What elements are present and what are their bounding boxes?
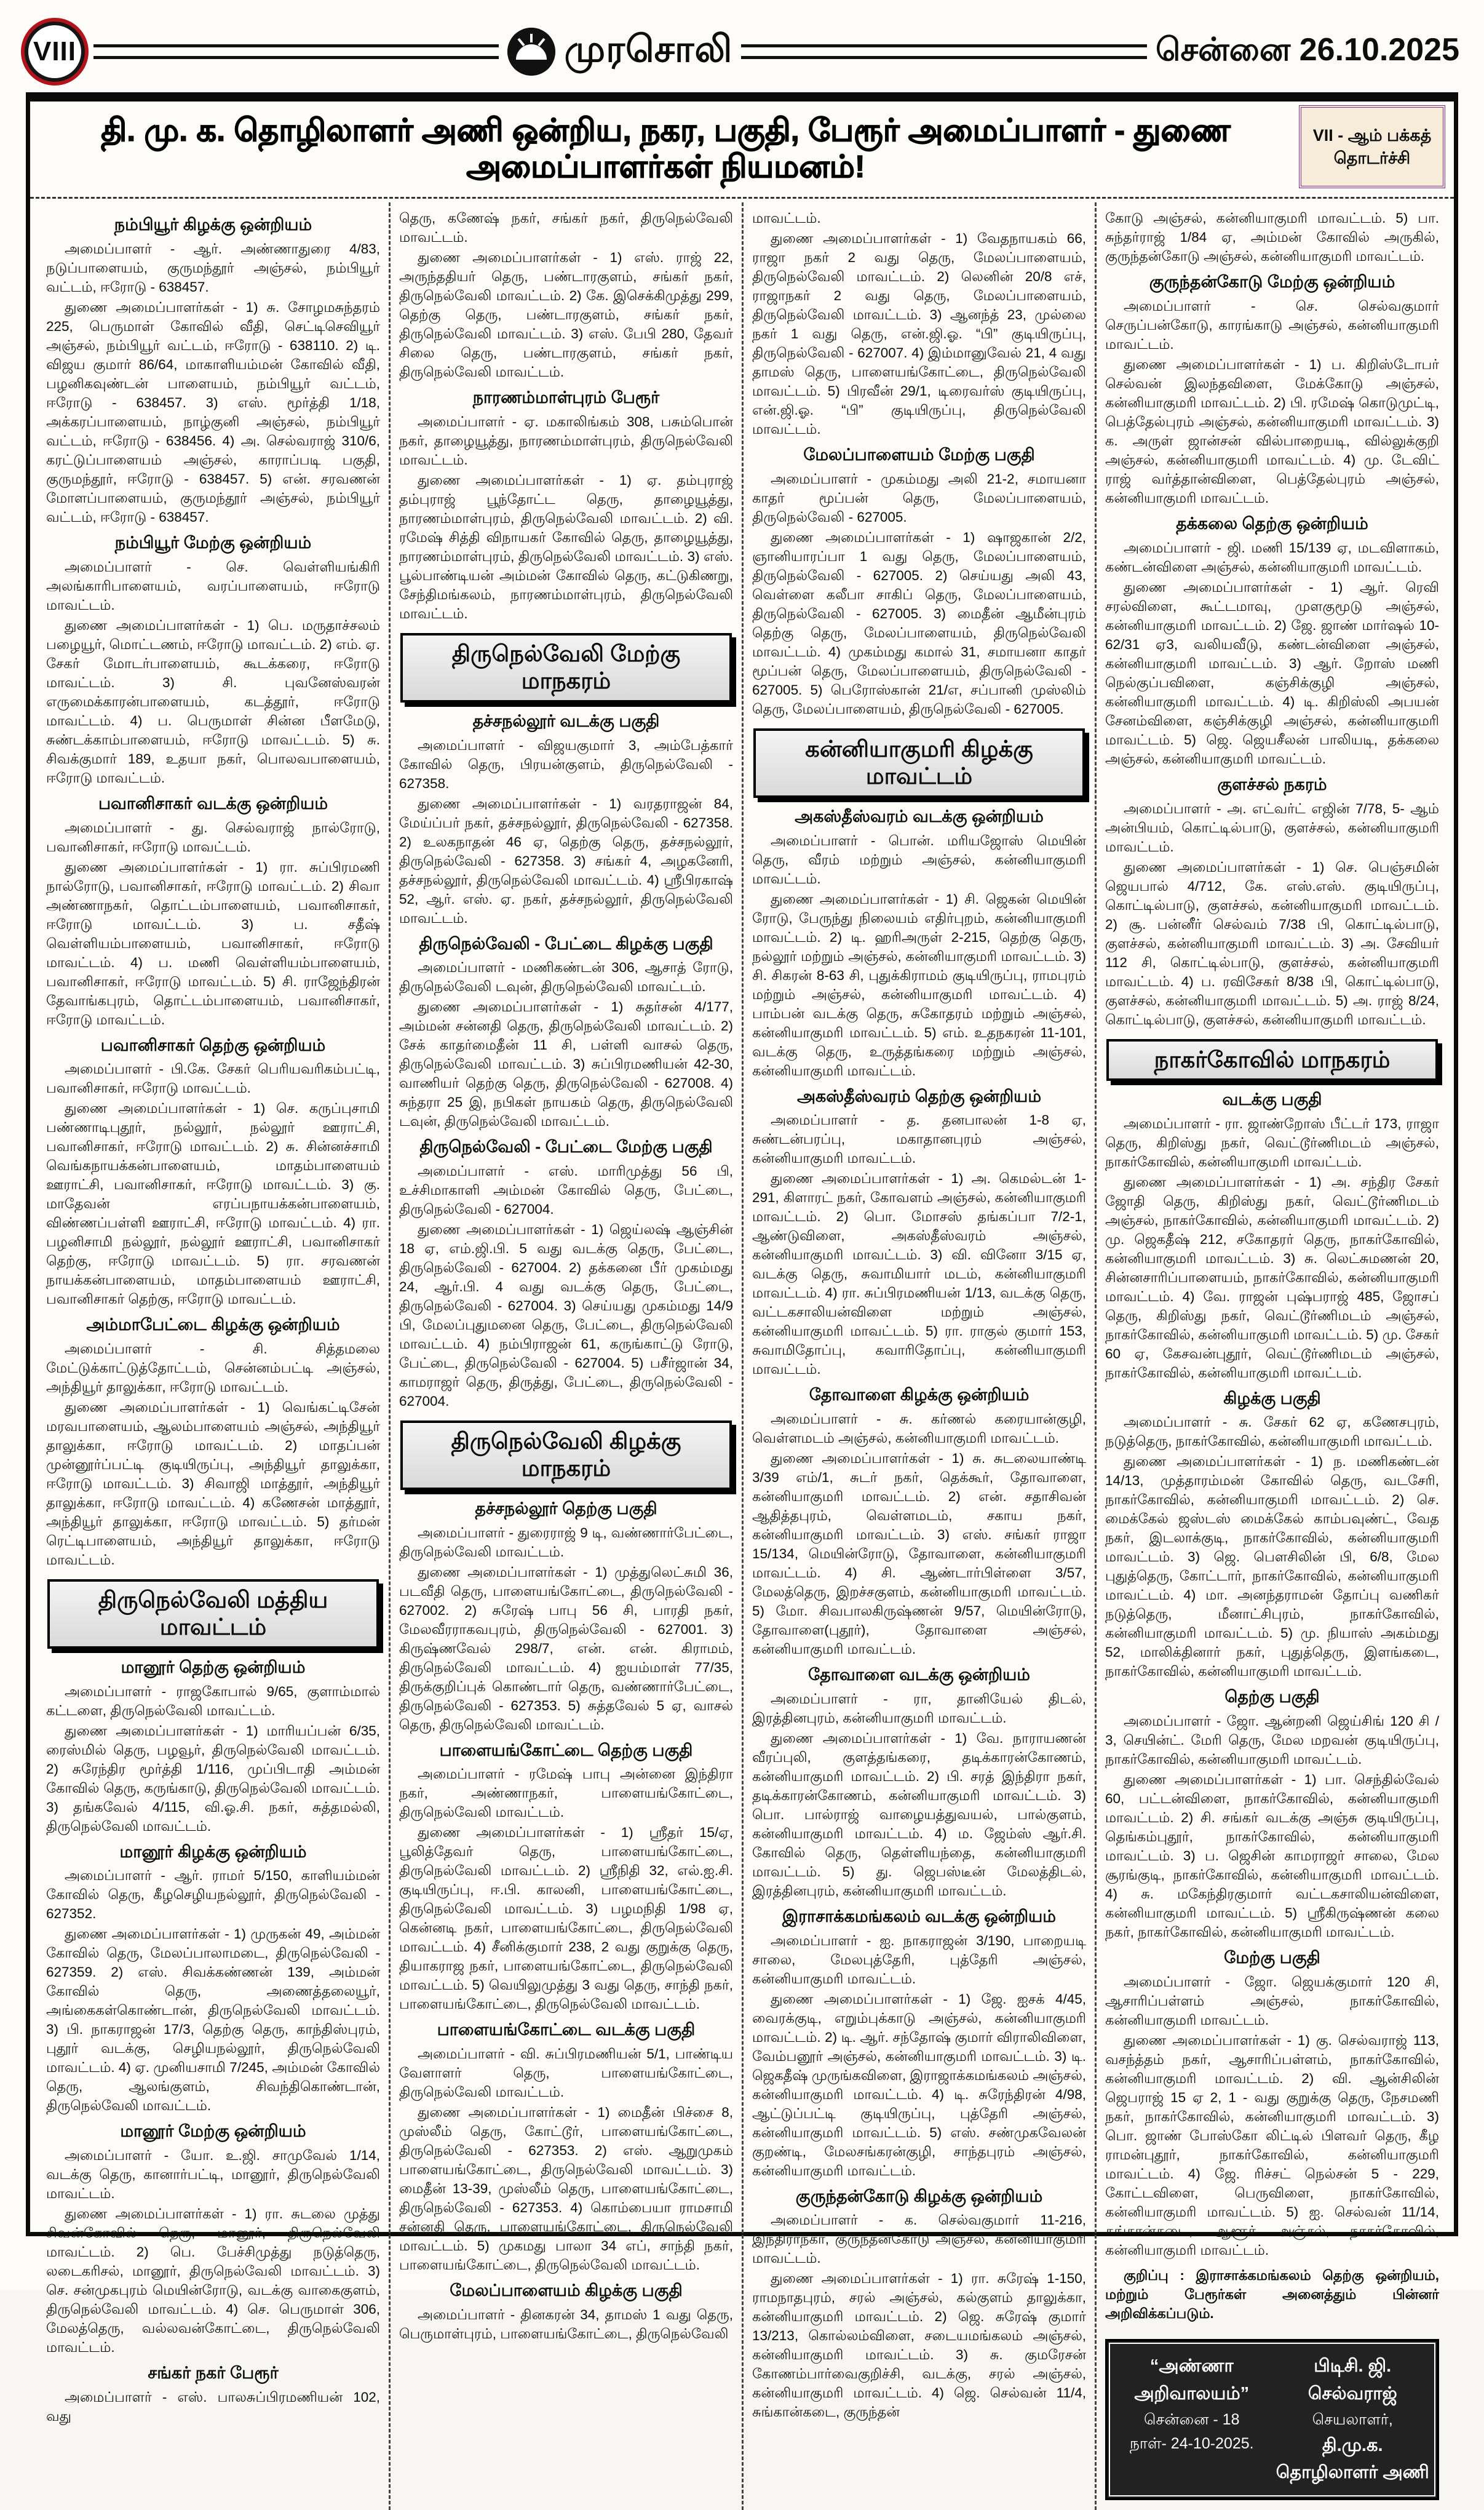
edition-date: சென்னை 26.10.2025 <box>1155 31 1459 68</box>
body-paragraph: அமைப்பாளர் - பொன். மரியஜோஸ் மெயின் தெரு, வீரம் மற்றும் அஞ்சல், கன்னியாகுமரி மாவட்டம். <box>752 832 1086 886</box>
body-paragraph: துணை அமைப்பாளர்கள் - 1) ஸ்ரீதர் 15/ஏ, பூலித்தேவர் தெரு, பாளையங்கோட்டை, திருநெல்வேலி மாவட்டம். 2) ஸ்ரீநிதி 32, எல்.ஐ.சி. குடியிருப்பு, ஈ.பி. காலனி, பாளையங்கோட்டை, திருநெல்வேலி மாவட்டம். 3) பழமநிதி 1/98 ஏ, கென்னடி நகர், பாளையங்கோட்டை, திருநெல்வேலி மாவட்டம். 4) சீனிக்குமார் 238, 2 வது குறுக்கு தெரு, தியாகராஜ நகர், பாளையங்கோட்டை, திருநெல்வேலி மாவட்டம். 5) வெயிலுமுத்து 3 வது தெரு, சாந்தி நகர், பாளையங்கோட்டை, திருநெல்வேலி மாவட்டம். <box>399 1825 733 2012</box>
signature-city: சென்னை - 18 <box>1144 2410 1240 2428</box>
section-heading: தோவாளை வடக்கு ஒன்றியம் <box>807 1665 1031 1684</box>
body-paragraph: துணை அமைப்பாளர்கள் - 1) வெங்கட்டிசேன் மரவபாளையம், ஆலம்பாளையம் அஞ்சல், அந்தியூர் தாலுக்கா, ஈரோடு மாவட்டம். 2) மாதப்பன் முன்னூர்ப்பட்டி குடியிருப்பு, அந்தியூர் தாலுக்கா, ஈரோடு மாவட்டம். 3) சிவாஜி மாத்தூர், அந்தியூர் தாலுக்கா, ஈரோடு மாவட்டம். 4) கணேசன் மாத்தூர், அந்தியூர் தாலுக்கா, ஈரோடு மாவட்டம். 5) தர்மன் ரெட்டிபாளையம், அந்தியூர் தாலுக்கா, ஈரோடு மாவட்டம். <box>46 1400 380 1568</box>
column-4 <box>1095 202 1448 2510</box>
signature-office-cell <box>1114 2353 1270 2487</box>
masthead-title: முரசொலி <box>564 28 733 70</box>
body-paragraph: துணை அமைப்பாளர்கள் - 1) சு. சோழமசுந்தரம் 225, பெருமாள் கோவில் வீதி, செட்டிசெவியூர் அஞ்சல், நம்பியூர் வட்டம், ஈரோடு - 638110. 2) டி. விஜய குமார் 86/64, மாகாளியம்மன் கோவில் வீதி, பழனிகவுண்டன் பாளையம், நம்பியூர் வட்டம், ஈரோடு - 638457. 3) எஸ். மூர்த்தி 1/18, அக்கரப்பாளையம், நாழ்குனி அஞ்சல், நம்பியூர் வட்டம், ஈரோடு - 638456. 4) அ. செல்வராஜ் 310/6, கரட்டுப்பாளையம் அஞ்சல், காராப்படி பகுதி, குருமந்தூர், ஈரோடு - 638457. 5) என். சரவணன் மோளப்பாளையம், குருமந்தூர் அஞ்சல், நம்பியூர் வட்டம், ஈரோடு - 638457. <box>46 300 380 525</box>
body-paragraph: துணை அமைப்பாளர்கள் - 1) மைதீன் பிச்சை 8, முஸ்லீம் தெரு, கோட்டூர், பாளையங்கோட்டை, திருநெல்வேலி - 627353. 2) எஸ். ஆறுமுகம் பாளையங்கோட்டை, திருநெல்வேலி மாவட்டம். 3) மைதீன் 13-39, முஸ்லீம் தெரு, பாளையங்கோட்டை, திருநெல்வேலி - 627353. 4) கொம்பையா ராமசாமி சன்னதி தெரு, பாளையங்கோட்டை, திருநெல்வேலி மாவட்டம். 5) முகமது பாலா 34 எப், சாந்தி நகர், பாளையங்கோட்டை, திருநெல்வேலி மாவட்டம். <box>399 2105 733 2273</box>
section-heading: தச்சநல்லூர் வடக்கு பகுதி <box>472 711 660 730</box>
body-paragraph: அமைப்பாளர் - ஜி. மணி 15/139 ஏ, மடவிளாகம், கண்டன்விளை அஞ்சல், கன்னியாகுமரி மாவட்டம். <box>1105 540 1439 575</box>
section-heading: அகஸ்தீஸ்வரம் தெற்கு ஒன்றியம் <box>796 1086 1042 1106</box>
body-paragraph: அமைப்பாளர் - பி.கே. சேகர் பெரியவரிகம்பட்டி, பவானிசாகர், ஈரோடு மாவட்டம். <box>46 1061 380 1096</box>
body-paragraph: அமைப்பாளர் - ஆர். அண்ணாதுரை 4/83, நடுப்பாளையம், குருமந்தூர் அஞ்சல், நம்பியூர் வட்டம், ஈரோடு - 638457. <box>46 241 380 295</box>
section-heading: வடக்கு பகுதி <box>1222 1090 1322 1109</box>
body-paragraph: அமைப்பாளர் - ஜோ. ஜெயக்குமார் 120 சி, ஆசாரிப்பள்ளம் அஞ்சல், நாகர்கோவில், கன்னியாகுமரி மாவட்டம். <box>1105 1974 1439 2028</box>
body-paragraph: துணை அமைப்பாளர்கள் - 1) சுதர்சன் 4/177, அம்மன் சன்னதி தெரு, திருநெல்வேலி மாவட்டம். 2) சேக் காதர்மைதீன் 11 சி, பள்ளி வாசல் தெரு, திருநெல்வேலி மாவட்டம். 3) சுப்பிரமணியன் 42-30, வாணியர் தெற்கு தெரு, திருநெல்வேலி - 627008. 4) சுந்தரா 25 இ, நபிகள் நாயகம் தெரு, திருநெல்வேலி டவுன், திருநெல்வேலி மாவட்டம். <box>399 999 733 1130</box>
section-heading: பவானிசாகர் வடக்கு ஒன்றியம் <box>98 794 328 813</box>
body-paragraph: துணை அமைப்பாளர்கள் - 1) அ. சந்திர சேகர் ஜோதி தெரு, கிறிஸ்து நகர், வெட்டூர்ணிமடம் அஞ்சல், நாகர்கோவில், கன்னியாகுமரி மாவட்டம். 2) மு. ஜெகதீஷ் 212, சகோதரர் தெரு, நாகர்கோவில், கன்னியாகுமரி மாவட்டம். 3) சு. லெட்சுமணன் 20, சின்னசாரிப்பாளையம், நாகர்கோவில், கன்னியாகுமரி மாவட்டம். 4) வே. ராஜன் புஷ்பராஜ் 485, ஜோசப் தெரு, கிறிஸ்து நகர், வெட்டூர்ணிமடம் அஞ்சல், நாகர்கோவில், கன்னியாகுமரி மாவட்டம். 5) மு. சேகர் 60 ஏ, கேசவன்புதூர், வெட்டூர்ணிமடம் அஞ்சல், நாகர்கோவில், கன்னியாகுமரி மாவட்டம். <box>1105 1174 1439 1380</box>
continued-paragraph: கோடு அஞ்சல், கன்னியாகுமரி மாவட்டம். 5) பா. சுந்தர்ராஜ் 1/84 ஏ, அம்மன் கோவில் அருகில், குருந்தன்கோடு அஞ்சல், கன்னியாகுமரி மாவட்டம். <box>1105 210 1439 265</box>
body-paragraph: துணை அமைப்பாளர்கள் - 1) ரா. சுரேஷ் 1-150, ராமநாதபுரம், சரல் அஞ்சல், கல்குளம் தாலுக்கா, கன்னியாகுமரி மாவட்டம். 2) ஜெ. சுரேஷ் குமார் 13/213, கொல்லம்விளை, சடையமங்கலம் அஞ்சல், கன்னியாகுமரி மாவட்டம். 3) சு. குமரேசன் கோணம்பார்வைகுறிச்சி, வடக்கு, சரல் அஞ்சல், கன்னியாகுமரி மாவட்டம். 4) ஜெ. செல்வன் 11/4, சுங்கான்கடை, குருந்தன் <box>752 2271 1086 2420</box>
body-paragraph: துணை அமைப்பாளர்கள் - 1) பெ. மருதாச்சலம் பழையூர், மொட்டணம், ஈரோடு மாவட்டம். 2) எம். ஏ. சேகர் மோடர்பாளையம், கூடக்கரை, ஈரோடு மாவட்டம். 3) சி. புவனேஸ்வரன் எருமைக்காரன்பாளையம், கடத்தூர், ஈரோடு மாவட்டம். 4) ப. பெருமாள் சின்ன பீளமேடு, சுண்டக்காம்பாளையம், ஈரோடு மாவட்டம். 5) சு. சிவக்குமார் 189, உதயா நகர், பொலவபாளையம், ஈரோடு மாவட்டம். <box>46 617 380 786</box>
body-paragraph: அமைப்பாளர் - ராஜகோபால் 9/65, குளாம்மால் கட்டளை, திருநெல்வேலி மாவட்டம். <box>46 1683 380 1718</box>
column-2 <box>389 202 742 2510</box>
headline-row <box>30 97 1454 199</box>
signature-date_line: நாள்- 24-10-2025. <box>1129 2434 1254 2452</box>
body-paragraph: அமைப்பாளர் - ரா. ஜாண்றோஸ் பீட்டர் 173, ராஜா தெரு, கிறிஸ்து நகர், வெட்டூர்ணிமடம் அஞ்சல், நாகர்கோவில், கன்னியாகுமரி மாவட்டம். <box>1105 1115 1439 1169</box>
section-heading: தச்சநல்லூர் தெற்கு பகுதி <box>475 1499 657 1518</box>
section-heading: கிழக்கு பகுதி <box>1223 1388 1321 1408</box>
section-heading: மானூர் கிழக்கு ஒன்றியம் <box>119 1842 307 1861</box>
body-paragraph: அமைப்பாளர் - செ. செல்வகுமார் செருப்பன்கோடு, காரங்காடு அஞ்சல், கன்னியாகுமரி மாவட்டம். <box>1105 298 1439 353</box>
body-paragraph: துணை அமைப்பாளர்கள் - 1) அ. கெமல்டன் 1-291, கிளாரட் நகர், கோவளம் அஞ்சல், கன்னியாகுமரி மாவட்டம். 2) பொ. மோசஸ் தங்கப்பா 7/2-1, ஆண்டுவிளை, அகஸ்தீஸ்வரம் அஞ்சல், கன்னியாகுமரி மாவட்டம். 3) வி. வினோ 3/15 ஏ, வடக்கு தெரு, சுவாமியார் மடம், கன்னியாகுமரி மாவட்டம். 4) ரா. சுப்பிரமணியன் 1/13, வடக்கு தெரு, வட்டகசாலியன்விளை மற்றும் அஞ்சல், கன்னியாகுமரி மாவட்டம். 5) ரா. ராகுல் குமார் 153, சுவாமிதோப்பு, கவாரிதோப்பு, கன்னியாகுமரி மாவட்டம். <box>752 1171 1086 1377</box>
section-heading: பவானிசாகர் தெற்கு ஒன்றியம் <box>100 1035 326 1054</box>
body-paragraph: துணை அமைப்பாளர்கள் - 1) செ. கருப்புசாமி பண்ணாடிபுதூர், நல்லூர், நல்லூர் ஊராட்சி, பவானிசாகர், ஈரோடு மாவட்டம். 2) சு. சின்னச்சாமி வெங்கநாயக்கன்பாளையம், மாதம்பாளையம் ஊராட்சி, பவானிசாகர், ஈரோடு மாவட்டம். 3) கு. மாதேவன் எரப்பநாயக்கன்பாளையம், விண்ணப்பள்ளி ஊராட்சி, ஈரோடு மாவட்டம். 4) ரா. பழனிசாமி நல்லூர், நல்லூர் ஊராட்சி, பவானிசாகர் தெற்கு, ஈரோடு மாவட்டம். 5) ரா. சரவணன் நாயக்கன்பாளையம், மாதம்பாளையம் ஊராட்சி, பவானிசாகர் தெற்கு, ஈரோடு மாவட்டம். <box>46 1101 380 1307</box>
section-heading: திருநெல்வேலி - பேட்டை மேற்கு பகுதி <box>419 1137 713 1157</box>
body-paragraph: அமைப்பாளர் - தினகரன் 34, தாமஸ் 1 வது தெரு, பெருமாள்புரம், பாளையங்கோட்டை, திருநெல்வேலி <box>399 2306 733 2341</box>
body-paragraph: துணை அமைப்பாளர்கள் - 1) முத்துலெட்சுமி 36, படவீதி தெரு, பாளையங்கோட்டை, திருநெல்வேலி - 627002. 2) சுரேஷ் பாபு 56 சி, பாரதி நகர், மேலவீரராகவபுரம், திருநெல்வேலி - 627001. 3) கிருஷ்ணவேல் 298/7, என். என். கிராமம், திருநெல்வேலி மாவட்டம். 4) ஐயம்மாள் 77/35, திருக்குறிப்புக் கொண்டார் தெரு, வண்ணார்பேட்டை, திருநெல்வேலி - 627353. 5) சுத்தவேல் 5 ஏ, வாசல் தெரு, திருநெல்வேலி மாவட்டம். <box>399 1564 733 1732</box>
body-paragraph: துணை அமைப்பாளர்கள் - 1) ஏ. தம்புராஜ் தம்புராஜ் பூந்தோட்ட தெரு, தாழையூத்து, நாரணம்மாள்புரம், திருநெல்வேலி மாவட்டம். 2) வி. ரமேஷ் சித்தி விநாயகர் கோவில் தெரு, தாழையூத்து, நாரணம்மாள்புரம், திருநெல்வேலி மாவட்டம். 3) எஸ். பூல்பாண்டியன் அம்மன் கோவில் தெரு, கட்டுகிணறு, சேந்திமங்கலம், நாரணம்மாள்புரம், திருநெல்வேலி மாவட்டம். <box>399 472 733 622</box>
section-heading: தக்கலை தெற்கு ஒன்றியம் <box>1176 514 1368 533</box>
content-frame <box>26 92 1458 2483</box>
section-heading: தெற்கு பகுதி <box>1224 1687 1320 1707</box>
body-paragraph: அமைப்பாளர் - மணிகண்டன் 306, ஆசாத் ரோடு, திருநெல்வேலி டவுன், திருநெல்வேலி மாவட்டம். <box>399 960 733 995</box>
continuation-note-box: VII - ஆம் பக்கத் தொடர்ச்சி <box>1299 105 1445 188</box>
main-headline: தி. மு. க. தொழிலாளர் அணி ஒன்றிய, நகர, பகுதி, பேரூர் அமைப்பாளர் - துணை அமைப்பாளர்கள் நியமனம்! <box>101 113 1231 184</box>
body-paragraph: அமைப்பாளர் - அ. எட்வர்ட் எஜின் 7/78, 5- ஆம் அன்பியம், கொட்டில்பாடு, குளச்சல், கன்னியாகுமரி மாவட்டம். <box>1105 800 1439 855</box>
section-heading: மேலப்பாளையம் கிழக்கு பகுதி <box>450 2281 683 2300</box>
section-heading: மானூர் மேற்கு ஒன்றியம் <box>120 2122 306 2141</box>
signature-office: “அண்ணா அறிவாலயம்” <box>1134 2356 1250 2404</box>
body-paragraph: அமைப்பாளர் - யோ. உ.ஜி. சாமுவேல் 1/14, வடக்கு தெரு, கானார்பட்டி, மானூர், திருநெல்வேலி மாவட்டம். <box>46 2148 380 2202</box>
body-paragraph: அமைப்பாளர் - து. செல்வராஜ் நால்ரோடு, பவானிசாகர், ஈரோடு மாவட்டம். <box>46 819 380 855</box>
page-number-badge: VIII <box>25 22 85 82</box>
header-rule-right <box>741 44 1146 59</box>
body-paragraph: அமைப்பாளர் - விஜயகுமார் 3, அம்பேத்கார் கோவில் தெரு, பிரயன்குளம், திருநெல்வேலி - 627358. <box>399 737 733 791</box>
body-paragraph: துணை அமைப்பாளர்கள் - 1) வரதராஜன் 84, மேய்ப்பர் நகர், தச்சநல்லூர், திருநெல்வேலி - 627358. 2) உலகநாதன் 46 ஏ, தெற்கு தெரு, தச்சநல்லூர், திருநெல்வேலி - 627358. 3) சங்கர் 4, அழகனேரி, தச்சநல்லூர், திருநெல்வேலி மாவட்டம். 4) ஸ்ரீபிரகாஷ் 52, ஆர். எஸ். ஏ. நகர், தச்சநல்லூர், திருநெல்வேலி மாவட்டம். <box>399 795 733 926</box>
body-paragraph: துணை அமைப்பாளர்கள் - 1) ந. மணிகண்டன் 14/13, முத்தாரம்மன் கோவில் தெரு, வடசேரி, நாகர்கோவில், கன்னியாகுமரி மாவட்டம். 2) செ. மைக்கேல் ஜஸ்டஸ் மைக்கேல் காம்பவுண்ட், வேத நகர், இடலாக்குடி, நாகர்கோவில், கன்னியாகுமரி மாவட்டம். 3) ஜெ. பௌசிலின் பி, 6/8, மேல புதுத்தெரு, கோட்டார், நாகர்கோவில், கன்னியாகுமரி மாவட்டம். 4) மா. அனந்தராமன் தோப்பு வணிகர் நடுத்தெரு, மீனாட்சிபுரம், நாகர்கோவில், கன்னியாகுமரி மாவட்டம். 5) மு. நியாஸ் அகம்மது 52, மாலிக்தினார் நகர், புதுத்தெரு, இளங்கடை, நாகர்கோவில், கன்னியாகுமரி மாவட்டம். <box>1105 1454 1439 1679</box>
section-heading: தோவாளை கிழக்கு ஒன்றியம் <box>809 1385 1030 1404</box>
section-heading: குருந்தன்கோடு கிழக்கு ஒன்றியம் <box>795 2186 1043 2205</box>
column-3 <box>742 202 1095 2510</box>
section-heading: திருநெல்வேலி - பேட்டை கிழக்கு பகுதி <box>419 934 713 953</box>
section-heading: இராசாக்கமங்கலம் வடக்கு ஒன்றியம் <box>782 1906 1057 1926</box>
section-heading: அகஸ்தீஸ்வரம் வடக்கு ஒன்றியம் <box>795 807 1044 826</box>
section-heading: பாளையங்கோட்டை தெற்கு பகுதி <box>439 1740 693 1759</box>
continued-paragraph: தெரு, கணேஷ் நகர், சங்கர் நகர், திருநெல்வேலி மாவட்டம். <box>399 210 733 245</box>
body-paragraph: துணை அமைப்பாளர்கள் - 1) மாரியப்பன் 6/35, ரைஸ்மில் தெரு, பழவூர், திருநெல்வேலி மாவட்டம். 2) சுரேந்திர மூர்த்தி 1/116, முப்பிடாதி அம்மன் கோவில் தெரு, கருங்காடு, திருநெல்வேலி மாவட்டம். 3) தங்கவேல் 4/115, வி.ஓ.சி. நகர், சுத்தமல்லி, திருநெல்வேலி மாவட்டம். <box>46 1723 380 1834</box>
body-paragraph: அமைப்பாளர் - முகம்மது அலி 21-2, சமாயனா காதர் மூப்பன் தெரு, மேலப்பாளையம், திருநெல்வேலி - 627005. <box>752 471 1086 525</box>
district-heading-box: கன்னியாகுமரி கிழக்கு மாவட்டம் <box>753 728 1085 798</box>
body-paragraph: அமைப்பாளர் - க. செல்வகுமார் 11-216, இந்திராநகர், குருந்தன்கோடு அஞ்சல், கன்னியாகுமரி மாவட்டம். <box>752 2212 1086 2266</box>
body-paragraph: துணை அமைப்பாளர்கள் - 1) ப. கிறிஸ்டோபர் செல்வன் இலந்தவிளை, மேக்கோடு அஞ்சல், கன்னியாகுமரி மாவட்டம். 2) பி. ரமேஷ் கொடுமுட்டி, பெத்தேல்புரம் அஞ்சல், கன்னியாகுமரி மாவட்டம். 3) க. அருள் ஜான்சன் வில்பாறையடி, வில்லுக்குறி அஞ்சல், கன்னியாகுமரி மாவட்டம். 4) மு. டேவிட் ராஜ் வர்த்தான்விளை, பெத்தேல்புரம் அஞ்சல், கன்னியாகுமரி மாவட்டம். <box>1105 357 1439 506</box>
body-paragraph: துணை அமைப்பாளர்கள் - 1) ஜே. ஐசக் 4/45, வைரக்குடி, எறும்புக்காடு அஞ்சல், கன்னியாகுமரி மாவட்டம். 2) டி. ஆர். சந்தோஷ் குமார் விராலிவிளை, வேம்பனூர் அஞ்சல், கன்னியாகுமரி மாவட்டம். 3) டி. ஜெகதீஷ் முருங்கவிளை, இராஜாக்கமங்கலம் அஞ்சல், கன்னியாகுமரி மாவட்டம். 4) டி. சுரேந்திரன் 4/98, ஆட்டுப்பட்டி குடியிருப்பு, புத்தேரி அஞ்சல், கன்னியாகுமரி மாவட்டம். 5) எஸ். சண்முகவேலன் குறண்டி, மேலசங்கரன்குழி, சாந்தபுரம் அஞ்சல், கன்னியாகுமரி மாவட்டம். <box>752 1991 1086 2178</box>
page-header <box>25 22 1459 81</box>
body-paragraph: துணை அமைப்பாளர்கள் - 1) சி. ஜெகன் மெயின் ரோடு, பேருந்து நிலையம் எதிர்புறம், கன்னியாகுமரி மாவட்டம். 2) டி. ஹரிஅருள் 2-215, தெற்கு தெரு, நல்லூர் மற்றும் அஞ்சல், கன்னியாகுமரி மாவட்டம். 3) சி. சிகரன் 8-63 சி, புதுக்கிராமம் குடியிருப்பு, ராமபுரம் மற்றும் அஞ்சல், கன்னியாகுமரி மாவட்டம். 4) பாம்பன் வடக்கு தெரு, சுகோதரம் மற்றும் அஞ்சல், கன்னியாகுமரி மாவட்டம். 5) எம். உதநகரன் 11-101, வடக்கு தெரு, உருத்தங்கரை மற்றும் அஞ்சல், கன்னியாகுமரி மாவட்டம். <box>752 891 1086 1078</box>
body-paragraph: துணை அமைப்பாளர்கள் - 1) வே. நாராயணன் வீரப்புலி, குளத்தங்கரை, தடிக்காரன்கோணம், கன்னியாகுமரி மாவட்டம். 2) பி. சரத் இந்திரா நகர், தடிக்காரன்கோணம், கன்னியாகுமரி மாவட்டம். 3) பொ. பால்ராஜ் வாழையத்துவயல், பால்குளம், கன்னியாகுமரி மாவட்டம். 4) ம. ஜேம்ஸ் ஆர்.சி. கோவில் தெரு, தெள்ளியந்தை, கன்னியாகுமரி மாவட்டம். 5) து. ஜெபஸ்டீன் மேலத்திடல், இரத்தினபுரம், கன்னியாகுமரி மாவட்டம். <box>752 1730 1086 1898</box>
body-paragraph: துணை அமைப்பாளர்கள் - 1) ரா. சுடலை முத்து சிவன்கோவில் தெரு, மானூர், திருநெல்வேலி மாவட்டம். 2) பெ. பேச்சிமுத்து நடுத்தெரு, லடைகரிசல், மானூர், திருநெல்வேலி மாவட்டம். 3) செ. சன்முகபுரம் மெயின்ரோடு, வடக்கு வாகைகுளம், திருநெல்வேலி மாவட்டம். 4) செ. பெருமாள் 306, மேலத்தெரு, வல்லவன்கோட்டை, திருநெல்வேலி மாவட்டம். <box>46 2206 380 2356</box>
body-paragraph: அமைப்பாளர் - சு. கர்ணல் கரையான்குழி, வெள்ளமடம் அஞ்சல், கன்னியாகுமரி மாவட்டம். <box>752 1411 1086 1446</box>
body-paragraph: துணை அமைப்பாளர்கள் - 1) ஷாஜகான் 2/2, ஞானியாரப்பா 1 வது தெரு, மேலப்பாளையம், திருநெல்வேலி - 627005. 2) செய்யது அலி 43, வெள்ளை கலீபா சாகிப் தெரு, மேலப்பாளையம், திருநெல்வேலி - 627005. 3) மைதீன் ஆமீன்புரம் தெற்கு தெரு, மேலப்பாளையம், திருநெல்வேலி மாவட்டம். 4) முகம்மது கமால் 31, சமாயனா காதர் மூப்பன் தெரு, மேலப்பாளையம், திருநெல்வேலி - 627005. 5) பெரோஸ்கான் 21/எ, சப்பானி முஸ்லிம் தெரு, மேலப்பாளையம், திருநெல்வேலி - 627005. <box>752 530 1086 717</box>
district-heading-box: திருநெல்வேலி மத்திய மாவட்டம் <box>47 1579 379 1649</box>
section-heading: பாளையங்கோட்டை வடக்கு பகுதி <box>437 2020 696 2039</box>
signature-person-cell <box>1275 2353 1431 2487</box>
district-heading-box: திருநெல்வேலி மேற்கு மாநகரம் <box>400 633 732 703</box>
district-heading-box: திருநெல்வேலி கிழக்கு மாநகரம் <box>400 1420 732 1490</box>
body-paragraph: அமைப்பாளர் - எஸ். பாலசுப்பிரமணியன் 102, வது <box>46 2389 380 2424</box>
body-paragraph: அமைப்பாளர் - சு. சேகர் 62 ஏ, கணேசபுரம், நடுத்தெரு, நாகர்கோவில், கன்னியாகுமரி மாவட்டம். <box>1105 1414 1439 1449</box>
columns-area <box>30 199 1454 2510</box>
section-heading: குளச்சல் நகரம் <box>1217 775 1327 794</box>
section-heading: நாரணம்மாள்புரம் பேரூர் <box>472 388 660 407</box>
body-paragraph: அமைப்பாளர் - ரமேஷ் பாபு அன்னை இந்திரா நகர், அண்ணாநகர், பாளையங்கோட்டை, திருநெல்வேலி மாவட்டம். <box>399 1766 733 1820</box>
signature-box <box>1105 2339 1439 2501</box>
continued-paragraph: துணை அமைப்பாளர்கள் - 1) வேதநாயகம் 66, ராஜா நகர் 2 வது தெரு, மேலப்பாளையம், திருநெல்வேலி மாவட்டம். 2) லெனின் 20/8 எச், ராஜாநகர் 2 வது தெரு, மேலப்பாளையம், திருநெல்வேலி மாவட்டம். 3) ஆனந்த் 23, முல்லை நகர் 1 வது தெரு, என்.ஜி.ஓ. “பி” குடியிருப்பு, திருநெல்வேலி - 627007. 4) இம்மானுவேல் 21, 4 வது தாமஸ் தெரு, பாளையங்கோட்டை, திருநெல்வேலி மாவட்டம். 5) பிரவீன் 29/1, டிரைவர்ஸ் குடியிருப்பு, என்.ஜி.ஓ. “பி” குடியிருப்பு, திருநெல்வேலி மாவட்டம். <box>752 231 1086 437</box>
body-paragraph: அமைப்பாளர் - ஆர். ராமர் 5/150, காளியம்மன் கோவில் தெரு, கீழசெழியநல்லூர், திருநெல்வேலி - 627352. <box>46 1868 380 1922</box>
body-paragraph: துணை அமைப்பாளர்கள் - 1) கு. செல்வராஜ் 113, வசந்த்தம் நகர், ஆசாரிப்பள்ளம், நாகர்கோவில், கன்னியாகுமரி மாவட்டம். 2) வி. ஆன்சிலின் ஜெபராஜ் 15 ஏ 2, 1 - வது குறுக்கு தெரு, நேசமணி நகர், நாகர்கோவில், கன்னியாகுமரி மாவட்டம். 3) பொ. ஜாண் போஸ்கோ லிட்டில் பிளவர் தெரு, கீழ ராமன்புதூர், நாகர்கோவில், கன்னியாகுமரி மாவட்டம். 4) ஜே. ரிச்சட் நெல்சன் 5 - 229, கோட்டவிளை, பெருவிளை, நாகர்கோவில், கன்னியாகுமரி மாவட்டம். 5) ஐ. செல்வன் 11/14, சுங்கான்கடை, ஆளூர் அஞ்சல், நாகர்கோவில், கன்னியாகுமரி மாவட்டம். <box>1105 2032 1439 2258</box>
body-paragraph: அமைப்பாளர் - ஜோ. ஆன்றனி ஜெய்சிங் 120 சி / 3, செயின்ட். மேரி தெரு, மேல மறவன் குடியிருப்பு, நாகர்கோவில், கன்னியாகுமரி மாவட்டம். <box>1105 1713 1439 1767</box>
body-paragraph: அமைப்பாளர் - த. தனபாலன் 1-8 ஏ, சுண்டன்பரப்பு, மகாதானபுரம் அஞ்சல், கன்னியாகுமரி மாவட்டம். <box>752 1112 1086 1166</box>
continued-paragraph: மாவட்டம். <box>752 210 821 226</box>
section-heading: மானூர் தெற்கு ஒன்றியம் <box>121 1657 306 1676</box>
masthead <box>507 28 732 76</box>
section-heading: நம்பியூர் கிழக்கு ஒன்றியம் <box>114 215 312 234</box>
body-paragraph: அமைப்பாளர் - செ. வெள்ளியங்கிரி அலங்காரிபாளையம், வரப்பாளையம், ஈரோடு மாவட்டம். <box>46 559 380 613</box>
body-paragraph: துணை அமைப்பாளர்கள் - 1) ரா. சுப்பிரமணி நால்ரோடு, பவானிசாகர், ஈரோடு மாவட்டம். 2) சிவா அண்ணாநகர், தொட்டம்பாளையம், பவானிசாகர், ஈரோடு மாவட்டம். 3) ப. சதீஷ் வெள்ளியம்பாளையம், பவானிசாகர், ஈரோடு மாவட்டம். 4) ப. மணி வெள்ளியம்பாளையம், பவானிசாகர், ஈரோடு மாவட்டம். 5) சி. ராஜேந்திரன் தேவாங்கபுரம், தொட்டம்பாளையம், பவானிசாகர், ஈரோடு மாவட்டம். <box>46 859 380 1027</box>
body-paragraph: துணை அமைப்பாளர்கள் - 1) ஜெய்லஷ் ஆஞ்சின் 18 ஏ, எம்.ஜி.பி. 5 வது வடக்கு தெரு, பேட்டை, திருநெல்வேலி - 627004. 2) தக்கனை பீர் முகம்மது 24, ஆர்.பி. 4 வது வடக்கு தெரு, பேட்டை, திருநெல்வேலி - 627004. 3) செய்யது முகம்மது 14/9 பி, மேலப்புதுமனை தெரு, பேட்டை, திருநெல்வேலி மாவட்டம். 4) நம்பிராஜன் 61, கருங்காட்டு ரோடு, பேட்டை, திருநெல்வேலி - 627004. 5) பசீர்ஜான் 34, காமராஜர் தெரு, திருத்து, பேட்டை, திருநெல்வேலி - 627004. <box>399 1222 733 1409</box>
district-heading-box: நாகர்கோவில் மாநகரம் <box>1106 1039 1438 1081</box>
body-paragraph: அமைப்பாளர் - ஐ. நாகராஜன் 3/190, பாறையடி சாலை, மேலபுத்தேரி, புத்தேரி அஞ்சல், கன்னியாகுமரி மாவட்டம். <box>752 1932 1086 1986</box>
section-heading: மேலப்பாளையம் மேற்கு பகுதி <box>803 445 1035 464</box>
body-paragraph: துணை அமைப்பாளர்கள் - 1) செ. பெஞ்சமின் ஜெயபால் 4/712, கே. எஸ்.எஸ். குடியிருப்பு, கொட்டில்பாடு, குளச்சல், கன்னியாகுமரி மாவட்டம். 2) சூ. பன்னீர் செல்வம் 7/38 பி, கொட்டில்பாடு, குளச்சல், கன்னியாகுமரி மாவட்டம். 3) அ. சேவியர் 112 சி, கொட்டில்பாடு, குளச்சல், கன்னியாகுமரி மாவட்டம். 4) ப. ரவிசேகர் 8/38 பி, கொட்டில்பாடு, குளச்சல், கன்னியாகுமரி மாவட்டம். 5) அ. ராஜ் 8/24, கொட்டில்பாடு, குளச்சல், கன்னியாகுமரி மாவட்டம். <box>1105 859 1439 1027</box>
body-paragraph: அமைப்பாளர் - சி. சித்தமலை மேட்டுக்காட்டுத்தோட்டம், சென்னம்பட்டி அஞ்சல், அந்தியூர் தாலுக்கா, ஈரோடு மாவட்டம். <box>46 1341 380 1395</box>
body-paragraph: அமைப்பாளர் - வி. சுப்பிரமணியன் 5/1, பாண்டிய வேளாளர் தெரு, பாளையங்கோட்டை, திருநெல்வேலி மாவட்டம். <box>399 2046 733 2100</box>
body-paragraph: அமைப்பாளர் - ரா, தானியேல் திடல், இரத்தினபுரம், கன்னியாகுமரி மாவட்டம். <box>752 1691 1086 1726</box>
body-paragraph: அமைப்பாளர் - எஸ். மாரிமுத்து 56 பி, உச்சிமாகாளி அம்மன் கோவில் தெரு, பேட்டை, திருநெல்வேலி - 627004. <box>399 1163 733 1217</box>
body-paragraph: துணை அமைப்பாளர்கள் - 1) பா. செந்தில்வேல் 60, பட்டன்விளை, நாகர்கோவில், கன்னியாகுமரி மாவட்டம். 2) சி. சங்கர் வடக்கு அஞ்சு குடியிருப்பு, தெங்கம்புதூர், நாகர்கோவில், கன்னியாகுமரி மாவட்டம். 3) ப. ஜெசின் காமராஜர் சாலை, மேல சூரங்குடி, நாகர்கோவில், கன்னியாகுமரி மாவட்டம். 4) சு. மகேந்திரகுமார் வட்டகசாலியன்விளை, கன்னியாகுமரி மாவட்டம். 5) ஸ்ரீகிருஷ்ணன் கலை நகர், நாகர்கோவில், கன்னியாகுமரி மாவட்டம். <box>1105 1772 1439 1940</box>
body-paragraph: துணை அமைப்பாளர்கள் - 1) ஆர். ரெவி சரல்விளை, கூட்டமாவு, முளகுமூடு அஞ்சல், கன்னியாகுமரி மாவட்டம். 2) ஜே. ஜாண் மார்ஷல் 10-62/31 ஏ3, வலியவீடு, கண்டன்விளை அஞ்சல், கன்னியாகுமரி மாவட்டம். 3) ஆர். றோஸ் மணி நெல்குப்பவிளை, கஞ்சிக்குழி அஞ்சல், கன்னியாகுமரி மாவட்டம். 4) டி. கிறிஸ்லி அபயன் சேனம்விளை, கஞ்சிக்குழி அஞ்சல், கன்னியாகுமரி மாவட்டம். 5) ஜெ. ஜெயசீலன் பாலியடி, தக்கலை அஞ்சல், கன்னியாகுமரி மாவட்டம். <box>1105 579 1439 767</box>
continued-paragraph: துணை அமைப்பாளர்கள் - 1) எஸ். ராஜ் 22, அருந்ததியர் தெரு, பண்டாரகுளம், சங்கர் நகர், திருநெல்வேலி மாவட்டம். 2) கே. இசெக்கிமுத்து 299, தெற்கு தெரு, பண்டாரகுளம், சங்கர் நகர், திருநெல்வேலி மாவட்டம். 3) எஸ். பேபி 280, தேவர் சிலை தெரு, பண்டாரகுளம், சங்கர் நகர், திருநெல்வேலி மாவட்டம். <box>399 250 733 380</box>
section-heading: நம்பியூர் மேற்கு ஒன்றியம் <box>114 533 312 552</box>
signature-role: செயலாளர், <box>1312 2410 1393 2428</box>
signature-org: தி.மு.க. தொழிலாளர் அணி <box>1276 2435 1429 2483</box>
section-heading: அம்மாபேட்டை கிழக்கு ஒன்றியம் <box>86 1315 340 1334</box>
note-paragraph: குறிப்பு : இராசாக்கமங்கலம் தெற்கு ஒன்றியம், மற்றும் பேரூர்கள் அனைத்தும் பின்னர் அறிவிக்கப்படும். <box>1105 2267 1439 2321</box>
body-paragraph: துணை அமைப்பாளர்கள் - 1) சு. சுடலையாண்டி 3/39 எம்/1, சுடர் நகர், தெக்கூர், தோவாளை, கன்னியாகுமரி மாவட்டம். 2) என். சதாசிவன் ஆதித்தபுரம், வெள்ளமடம், சகாய நகர், கன்னியாகுமரி மாவட்டம். 3) எஸ். சங்கர் ராஜா 15/134, மெயின்ரோடு, தோவாளை, கன்னியாகுமரி மாவட்டம். 4) சி. ஆண்டார்பிள்ளை 3/57, மேலத்தெரு, இறச்சகுளம், கன்னியாகுமரி மாவட்டம். 5) மோ. சிவபாலகிருஷ்ணன் 9/57, மெயின்ரோடு, தோவாளை(புதூர்), தோவாளை அஞ்சல், கன்னியாகுமரி மாவட்டம். <box>752 1451 1086 1657</box>
body-paragraph: அமைப்பாளர் - துரைராஜ் 9 டி, வண்ணார்பேட்டை, திருநெல்வேலி மாவட்டம். <box>399 1524 733 1560</box>
body-paragraph: அமைப்பாளர் - ஏ. மகாலிங்கம் 308, பசும்பொன் நகர், தாழையூத்து, நாரணம்மாள்புரம், திருநெல்வேலி மாவட்டம். <box>399 414 733 468</box>
section-heading: சங்கர் நகர் பேரூர் <box>148 2364 279 2383</box>
header-rule-left <box>93 44 499 59</box>
section-heading: மேற்கு பகுதி <box>1224 1948 1320 1967</box>
section-heading: குருந்தன்கோடு மேற்கு ஒன்றியம் <box>1149 273 1395 292</box>
body-paragraph: துணை அமைப்பாளர்கள் - 1) முருகன் 49, அம்மன் கோவில் தெரு, மேலப்பாலாமடை, திருநெல்வேலி - 627359. 2) எஸ். சிவக்கண்ணன் 139, அம்மன் கோவில் தெரு, அணைத்தலையூர், அங்கைகள்கொண்டான், திருநெல்வேலி மாவட்டம். 3) பி. நாகராஜன் 17/3, தெற்கு தெரு, காந்திஸ்புரம், புதூர் வடக்கு, செழியநல்லூர், திருநெல்வேலி மாவட்டம். 4) ஏ. முனியசாமி 7/245, அம்மன் கோவில் தெரு, ஆலங்குளம், சிவந்திகொண்டான், திருநெல்வேலி மாவட்டம். <box>46 1926 380 2114</box>
signature-signatory: பிடிசி. ஜி. செல்வராஜ் <box>1307 2356 1397 2404</box>
murasoli-rising-sun-logo-icon <box>507 28 555 76</box>
column-1 <box>38 202 389 2510</box>
